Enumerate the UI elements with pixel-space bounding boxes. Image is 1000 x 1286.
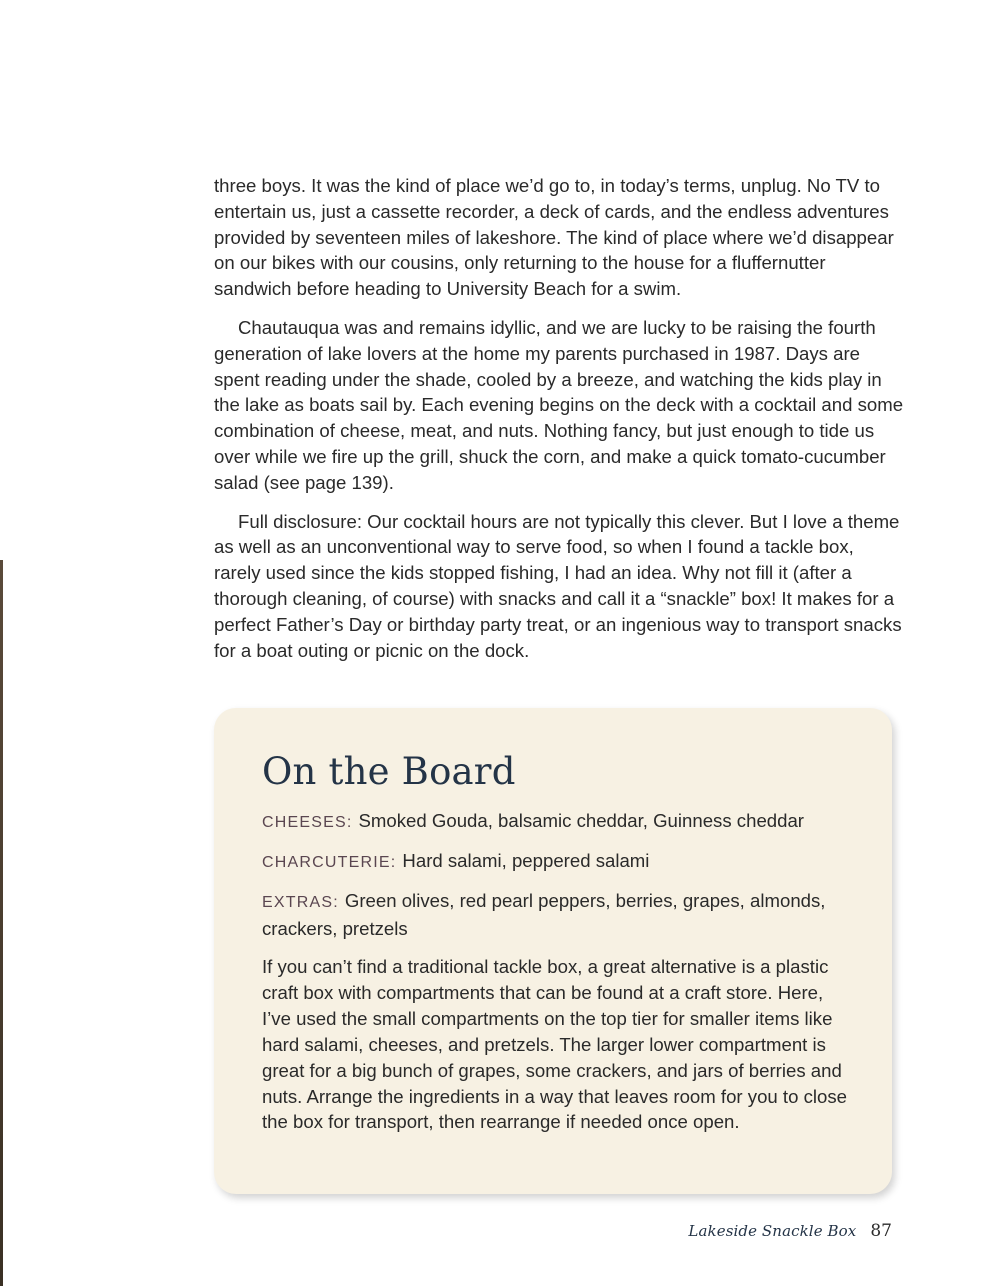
page-edge-binding <box>0 560 3 1286</box>
body-text <box>214 173 904 676</box>
sidebar-content <box>262 748 852 1135</box>
sidebar-note: If you can’t find a traditional tackle box, a great alternative is a plastic craft box with compartments that can be found at a craft store. Here, I’ve used the small compartments on the top tier for smaller items like hard salami, cheeses, and pretzels. The larger lower compartment is great for a big bunch of grapes, some crackers, and jars of berries and nuts. Arrange the ingredients in a way that leaves room for you to close the box for transport, then rearrange if needed once open. <box>262 956 847 1133</box>
charcuterie-value: Hard salami, peppered salami <box>402 850 650 871</box>
extras-value: Green olives, red pearl peppers, berries, grapes, almonds, crackers, pretzels <box>262 890 826 939</box>
body-paragraph: Full disclosure: Our cocktail hours are not typically this clever. But I love a theme as well as an unconventional way to serve food, so when I found a tackle box, rarely used since the kids stopped fishing, I had an idea. Why not fill it (after a thorough cleaning, of course) with snacks and call it a “snackle” box! It makes for a perfect Father’s Day or birthday party treat, or an ingenious way to transport snacks for a boat outing or picnic on the dock. <box>214 510 902 661</box>
cheeses-row <box>262 808 852 836</box>
page-footer <box>688 1221 892 1241</box>
charcuterie-label: CHARCUTERIE: <box>262 854 397 871</box>
page-number: 87 <box>870 1221 892 1241</box>
cheeses-label: CHEESES: <box>262 814 353 831</box>
body-paragraph: Chautauqua was and remains idyllic, and we are lucky to be raising the fourth generation of lake lovers at the home my parents purchased in 1987. Days are spent reading under the shade, cooled by a breeze, and watching the kids play in the lake as boats sail by. Each evening begins on the deck with a cocktail and some combination of cheese, meat, and nuts. Nothing fancy, but just enough to tide us over while we fire up the grill, shuck the corn, and make a quick tomato-cucumber salad (see page 139). <box>214 316 904 493</box>
cheeses-value: Smoked Gouda, balsamic cheddar, Guinness cheddar <box>358 810 804 831</box>
extras-row <box>262 888 852 942</box>
sidebar-title: On the Board <box>262 750 516 793</box>
on-the-board-sidebar <box>214 708 892 1194</box>
body-paragraph: three boys. It was the kind of place we’d go to, in today’s terms, unplug. No TV to entertain us, just a cassette recorder, a deck of cards, and the endless adventures provided by seventeen miles of lakeshore. The kind of place where we’d disappear on our bikes with our cousins, only returning to the house for a fluffernutter sandwich before heading to University Beach for a swim. <box>214 175 894 300</box>
running-title: Lakeside Snackle Box <box>688 1222 857 1240</box>
extras-label: EXTRAS: <box>262 894 339 911</box>
charcuterie-row <box>262 848 852 876</box>
